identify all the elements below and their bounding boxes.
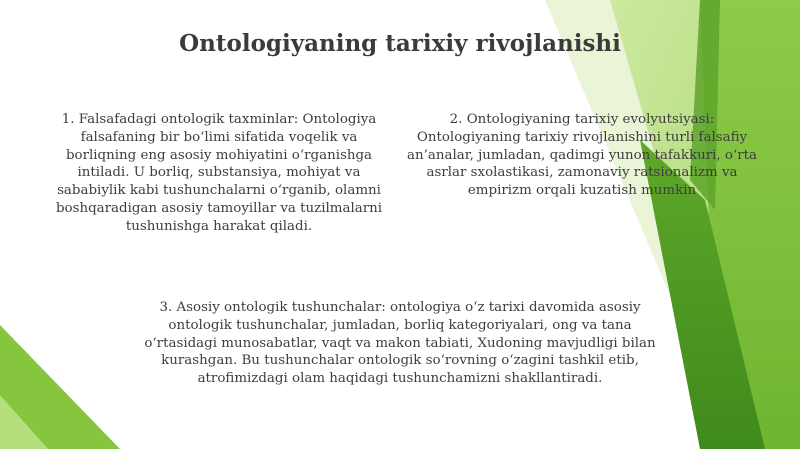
text-block-3: 3. Asosiy ontologik tushunchalar: ontologiya o‘z tarixi davomida asosiy ontologik tushunchalar, jumladan, borliq kategoriyalari, ong va tana o‘rtasidagi munosabatlar, vaqt va makon tabiati, Xudoning mavjudligi bilan kurashgan. Bu tushunchalar ontologik so‘rovning o‘zagini tashkil etib, atrofimizdagi olam haqidagi tushunchamizni shakllantiradi.	[144, 300, 656, 387]
text-block-2: 2. Ontologiyaning tarixiy evolyutsiyasi: Ontologiyaning tarixiy rivojlanishini turli falsafiy an’analar, jumladan, qadimgi yunon tafakkuri, o‘rta asrlar sxolastikasi, zamonaviy ratsionalizm va empirizm orqali kuzatish mumkin	[406, 112, 757, 199]
page-title: Ontologiyaning tarixiy rivojlanishi	[179, 30, 621, 57]
text-block-1: 1. Falsafadagi ontologik taxminlar: Ontologiya falsafaning bir bo‘limi sifatida voqelik va borliqning eng asosiy mohiyatini o‘rganishga intiladi. U borliq, substansiya, mohiyat va sababiylik kabi tushunchalarni o‘rganib, olamni boshqaradigan asosiy tamoyillar va tuzilmalarni tushunishga harakat qiladi.	[55, 112, 383, 234]
